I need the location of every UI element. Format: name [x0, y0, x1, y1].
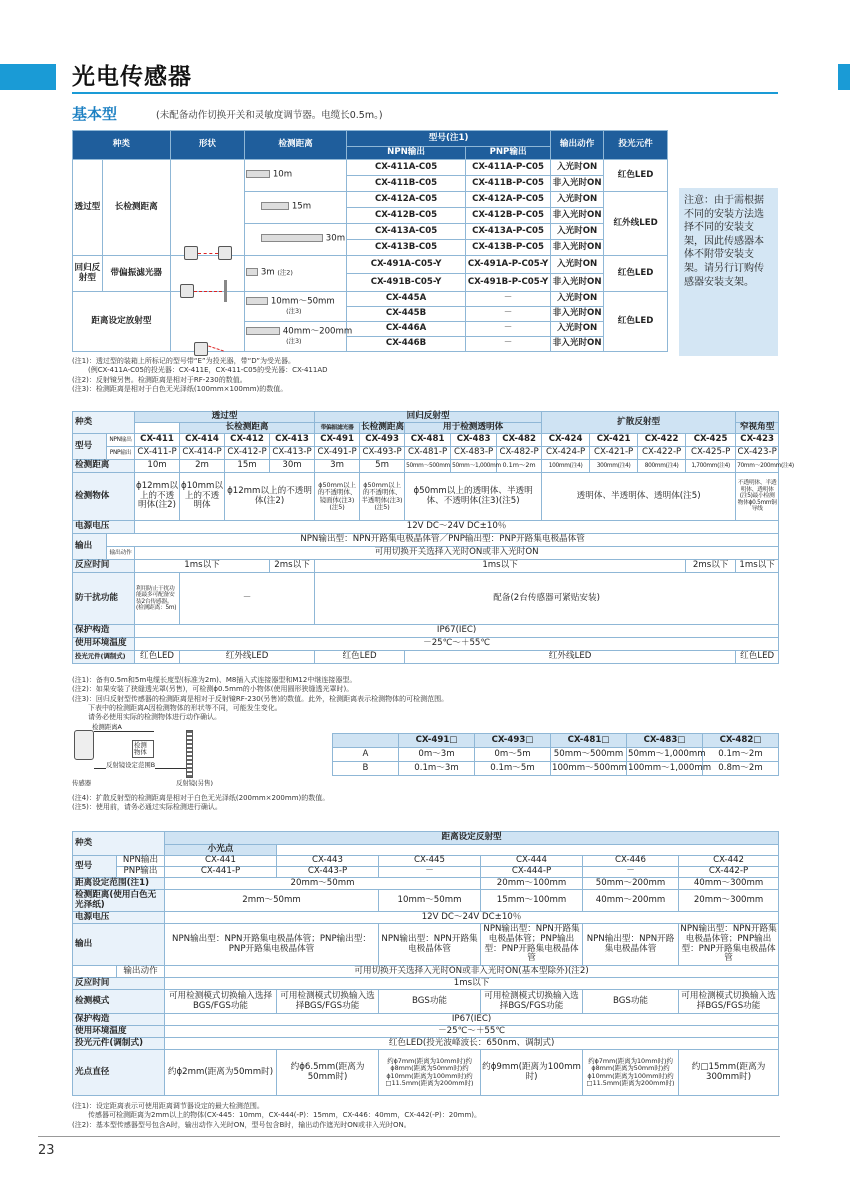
t1-npn-cell: CX-491A-C05-Y — [347, 256, 466, 274]
t2-npn-model: CX-421 — [590, 434, 638, 447]
t4-temp-label: 使用环境温度 — [73, 1026, 165, 1038]
spec-table-1 — [72, 411, 794, 664]
t4-npn-model: CX-443 — [277, 856, 379, 867]
t1-pnp-cell: CX-411A-P-C05 — [466, 160, 551, 176]
t4-mode: BGS功能 — [379, 990, 481, 1014]
t1-col-act: 输出动作 — [551, 131, 604, 160]
t1-light-red: 红色LED — [604, 292, 668, 352]
t2-anti: － — [180, 573, 315, 625]
t2-dist-label: 检测距离 — [73, 460, 135, 473]
t4-npn-model: CX-444 — [481, 856, 583, 867]
t2-npn-model: CX-482 — [497, 434, 542, 447]
t4-mode: 可用检测模式切换输入选择BGS/FGS功能 — [165, 990, 277, 1014]
t1-npn-cell: CX-446B — [347, 337, 466, 352]
t3-cell: 100mm～500mm — [551, 762, 627, 776]
t2-group-long: 长检测距离 — [180, 423, 315, 434]
t2-prot-label: 保护构造 — [73, 625, 135, 638]
t2-npn-model: CX-412 — [225, 434, 270, 447]
t2-pnp-model: CX-481-P — [405, 447, 451, 460]
t4-spot: 约ϕ2mm(距离为50mm时) — [165, 1050, 277, 1096]
t4-emit-label: 投光元件(调制式) — [73, 1038, 165, 1050]
t3-notes: (注4)：扩散反射型的检测距离是相对于白色无光泽纸(200mm×200mm)的数值。 (注5)：使用前，请务必通过实际检测进行确认。 — [72, 794, 330, 812]
t1-col-pnp: PNP输出 — [466, 147, 551, 160]
t4-range: 20mm～100mm — [481, 878, 583, 890]
t1-pnp-cell: CX-413A-P-C05 — [466, 224, 551, 240]
t1-dist-10m: 10m — [245, 160, 347, 192]
t4-type-label: 种类 — [73, 832, 165, 856]
mount-bracket-note: 注意：由于需根据不同的安装方法选择不同的安装支架，因此传感器本体不附带安装支架。请另行订购传感器安装支架。 — [679, 188, 778, 356]
t2-volt-label: 电源电压 — [73, 521, 135, 534]
t4-spot-label: 光点直径 — [73, 1050, 165, 1096]
t1-act-cell: 非入光时ON — [551, 307, 604, 322]
t4-group-small: 小光点 — [165, 845, 277, 856]
t2-dist: 50mm～500mm — [405, 460, 451, 473]
t4-npn-model: CX-442 — [679, 856, 779, 867]
t2-pnp-model: CX-423-P — [736, 447, 779, 460]
t2-group-longd: 长检测距离 — [361, 422, 405, 433]
sensor-shape — [74, 730, 94, 760]
retro-range-diagram — [72, 722, 320, 792]
t3-cell: 0m～3m — [399, 748, 475, 762]
t2-npn-model: CX-423 — [736, 434, 779, 447]
t2-model-label: 型号 — [73, 434, 107, 460]
t2-dist: 30m — [270, 460, 315, 473]
t1-shape-thru — [170, 160, 244, 256]
t2-npn-model: CX-493 — [360, 434, 405, 447]
edge-tab-marker — [838, 64, 850, 90]
t4-blank — [277, 845, 779, 856]
t4-det: 10mm～50mm — [379, 890, 481, 912]
t2-group-trans: 用于检测透明体 — [405, 423, 542, 434]
t2-anti: 配备(2台传感器可紧贴安装) — [315, 573, 779, 625]
t2-emit: 红色LED — [135, 651, 180, 664]
t4-range: 50mm～200mm — [583, 878, 679, 890]
t2-resp: 2ms以下 — [686, 560, 736, 573]
t1-pnp-cell: － — [466, 322, 551, 337]
t2-dist: 3m — [315, 460, 360, 473]
diag-a-line — [94, 731, 154, 732]
page-title: 光电传感器 — [72, 64, 192, 90]
t1-dist-b: 40mm～200mm (注3) — [245, 322, 347, 352]
t2-npn-model: CX-411 — [135, 434, 180, 447]
t4-spot: 约ϕ6.5mm(距离为50mm时) — [277, 1050, 379, 1096]
t4-spot: 约□15mm(距离为300mm时) — [679, 1050, 779, 1096]
t2-dist: 10m — [135, 460, 180, 473]
t1-pnp-cell: CX-411B-P-C05 — [466, 176, 551, 192]
t2-emit: 红外线LED — [180, 651, 315, 664]
t2-obj: ϕ50mm以上的不透明体、镜面体(注3)(注5) — [315, 473, 360, 521]
t1-group-pol: 带偏振滤光器 — [102, 256, 170, 292]
t2-dist: 300mm(注4) — [590, 460, 638, 473]
t4-act-label: 输出动作 — [117, 966, 165, 978]
t2-group-diff: 扩散反射型 — [542, 412, 736, 434]
retro-range-table — [332, 733, 779, 776]
t2-pnp-model: CX-413-P — [270, 447, 315, 460]
t4-out: NPN输出型：NPN开路集电极晶体管 — [583, 924, 679, 966]
t4-resp-label: 反应时间 — [73, 978, 165, 990]
t2-outact-label: 输出动作 — [107, 547, 135, 560]
t1-act-cell: 入光时ON — [551, 322, 604, 337]
t2-group-narrow: 窄视角型 — [736, 423, 779, 434]
t2-notes: (注1)：备有0.5m和5m电缆长度型(标准为2m)、M8插入式连接器型和M12中继连接器型。 (注2)：如果安装了狭缝透光罩(另售)，可检测ϕ0.5mm的小物体(使用圆形狭缝透光罩时)。 (注3)：回归反射型传感器的检测距离是相对于反射镜RF-230(另售)的数值。此外，检测距离表示检测物体的可检测范围。 下表中的检测距离A因检测物体的形状等不同，可能发生变化。 请务必使用实际的检测物体进行动作确认。 — [72, 676, 449, 722]
t1-pnp-cell: CX-413B-P-C05 — [466, 240, 551, 256]
t4-out: NPN输出型：NPN开路集电极晶体管 — [379, 924, 481, 966]
t4-pnp-model: CX-441-P — [165, 867, 277, 878]
t4-npn-model: CX-441 — [165, 856, 277, 867]
basic-model-table — [72, 130, 668, 352]
t4-mode-label: 检测模式 — [73, 990, 165, 1014]
t4-resp: 1ms以下 — [165, 978, 779, 990]
t4-prot: IP67(IEC) — [165, 1014, 779, 1026]
t4-det-label: 检测距离(使用白色无光泽纸) — [73, 890, 165, 912]
t1-col-light: 投光元件 — [604, 131, 668, 160]
t1-act-cell: 入光时ON — [551, 292, 604, 307]
t3-cell: 50mm～1,000mm — [627, 748, 703, 762]
t2-obj: ϕ12mm以上的不透明体(注2) — [135, 473, 180, 521]
t2-pnp-model: CX-493-P — [360, 447, 405, 460]
t4-mode: BGS功能 — [583, 990, 679, 1014]
t1-npn-cell: CX-412A-C05 — [347, 192, 466, 208]
t2-temp-label: 使用环境温度 — [73, 638, 135, 651]
t2-npn-model: CX-425 — [686, 434, 736, 447]
t3-row-key: A — [333, 748, 399, 762]
t1-group-diff: 距离设定放射型 — [73, 292, 171, 352]
t2-pnp-model: CX-421-P — [590, 447, 638, 460]
t1-act-cell: 非入光时ON — [551, 176, 604, 192]
t1-notes: (注1)：透过型的装箱上所标记的型号带“E”为投光器，带“D”为受光器。 (例CX-411A-C05的投光器：CX-411E，CX-411-C05的受光器：CX-411AD (注2)：反射镜另售。检测距离是相对于RF-230的数值。 (注3)：检测距离是相对于白色无光泽纸(100mm×100mm)的数值。 — [72, 357, 328, 393]
t3-cell: 0m～5m — [475, 748, 551, 762]
t3-cell: 100mm～1,000mm — [627, 762, 703, 776]
t2-npn-model: CX-424 — [542, 434, 590, 447]
t4-spot: 约ϕ9mm(距离为100mm时) — [481, 1050, 583, 1096]
page-number: 23 — [38, 1143, 55, 1158]
t4-range: 40mm～300mm — [679, 878, 779, 890]
t1-npn-cell: CX-413B-C05 — [347, 240, 466, 256]
t1-npn-cell: CX-445B — [347, 307, 466, 322]
t3-cell: 0.1m～5m — [475, 762, 551, 776]
t1-npn-cell: CX-411A-C05 — [347, 160, 466, 176]
t4-range: 20mm～50mm — [165, 878, 481, 890]
t2-blank — [135, 423, 180, 434]
t2-obj-label: 检测物体 — [73, 473, 135, 521]
t2-obj: ϕ50mm以上的不透明体、半透明体(注3)(注5) — [360, 473, 405, 521]
t2-temp: －25℃～＋55℃ — [135, 638, 779, 651]
t3-model: CX-483□ — [627, 734, 703, 748]
t4-model-label: 型号 — [73, 856, 117, 878]
t1-pnp-cell: CX-491B-P-C05-Y — [466, 274, 551, 292]
t1-pnp-cell: － — [466, 292, 551, 307]
t1-col-type: 种类 — [73, 131, 171, 160]
t1-act-cell: 入光时ON — [551, 224, 604, 240]
t1-col-model: 型号(注1) — [347, 131, 551, 147]
t2-dist: 50mm～1,000mm — [451, 460, 497, 473]
t2-dist: 15m — [225, 460, 270, 473]
t2-pnp-label: PNP输出 — [107, 447, 135, 460]
t3-model: CX-482□ — [703, 734, 779, 748]
t2-npn-model: CX-414 — [180, 434, 225, 447]
t1-pnp-cell: CX-491A-P-C05-Y — [466, 256, 551, 274]
t2-emit: 红外线LED — [405, 651, 736, 664]
t1-act-cell: 入光时ON — [551, 192, 604, 208]
t1-group-thru: 透过型 — [73, 160, 103, 256]
t4-pnp-model: CX-444-P — [481, 867, 583, 878]
t3-row-key: B — [333, 762, 399, 776]
t2-emit: 红色LED — [315, 651, 405, 664]
t4-emit: 红色LED(投光波峰波长：650nm、调制式) — [165, 1038, 779, 1050]
t2-dist: 1,700mm(注4) — [686, 460, 736, 473]
t2-dist: 100mm(注4) — [542, 460, 590, 473]
t1-group-retro: 回归反射型 — [73, 256, 103, 292]
t4-spot: 约ϕ7mm(距离为10mm时)约ϕ8mm(距离为50mm时)约ϕ10mm(距离为100mm时)约□11.5mm(距离为200mm时) — [583, 1050, 679, 1096]
t4-out: NPN输出型：NPN开路集电极晶体管；PNP输出型：PNP开路集电极晶体管 — [165, 924, 379, 966]
footer-rule — [38, 1136, 780, 1137]
t4-npn-label: NPN输出 — [117, 856, 165, 867]
t2-group-pol: 带偏振滤光器 — [315, 423, 360, 434]
t3-cell: 0.8m～2m — [703, 762, 779, 776]
spec-table-2 — [72, 831, 779, 1096]
section-title: 基本型 — [72, 105, 118, 123]
title-rule — [72, 92, 778, 94]
t2-resp: 1ms以下 — [736, 560, 779, 573]
t1-act-cell: 非入光时ON — [551, 337, 604, 352]
t1-act-cell: 非入光时ON — [551, 274, 604, 292]
t2-type-label: 种类 — [73, 412, 135, 434]
t2-pnp-model: CX-412-P — [225, 447, 270, 460]
t2-dist: 70mm～200mm(注4) — [736, 460, 779, 473]
t2-dist: 0.1m～2m — [497, 460, 542, 473]
t4-blank — [73, 966, 117, 978]
t3-model: CX-491□ — [399, 734, 475, 748]
t1-npn-cell: CX-412B-C05 — [347, 208, 466, 224]
t4-mode: 可用检测模式切换输入选择BGS/FGS功能 — [277, 990, 379, 1014]
t4-npn-model: CX-446 — [583, 856, 679, 867]
t2-pnp-model: CX-482-P — [497, 447, 542, 460]
t2-out-label: 输出 — [73, 534, 107, 560]
t3-cell: 0.1m～3m — [399, 762, 475, 776]
t1-group-long: 长检测距离 — [102, 160, 170, 256]
t1-npn-cell: CX-411B-C05 — [347, 176, 466, 192]
t2-obj: 透明体、半透明体、透明体(注5) — [542, 473, 736, 521]
diag-refl: 反射镜(另售) — [176, 779, 213, 787]
t2-resp: 2ms以下 — [270, 560, 315, 573]
t2-pnp-model: CX-414-P — [180, 447, 225, 460]
t1-dist-a: 10mm～50mm (注3) — [245, 292, 347, 322]
t1-npn-cell: CX-491B-C05-Y — [347, 274, 466, 292]
t2-anti-label: 防干扰功能 — [73, 573, 135, 625]
t1-act-cell: 入光时ON — [551, 256, 604, 274]
t4-volt: 12V DC～24V DC±10％ — [165, 912, 779, 924]
t4-temp: －25℃～＋55℃ — [165, 1026, 779, 1038]
t2-npn-model: CX-483 — [451, 434, 497, 447]
t1-pnp-cell: CX-412B-P-C05 — [466, 208, 551, 224]
t1-shape-diff — [170, 292, 244, 352]
t1-npn-cell: CX-413A-C05 — [347, 224, 466, 240]
t4-group-dist: 距离设定反射型 — [165, 832, 779, 845]
t4-act: 可用切换开关选择入光时ON或非入光时ON(基本型除外)(注2) — [165, 966, 779, 978]
t4-pnp-model: CX-443-P — [277, 867, 379, 878]
t2-npn-model: CX-422 — [638, 434, 686, 447]
t2-out: NPN输出型：NPN开路集电极晶体管／PNP输出型：PNP开路集电极晶体管 — [107, 534, 779, 547]
t2-group-blank — [736, 412, 779, 423]
t4-out: NPN输出型：NPN开路集电极晶体管；PNP输出型：PNP开路集电极晶体管 — [481, 924, 583, 966]
t2-resp-label: 反应时间 — [73, 560, 135, 573]
t4-pnp-model: － — [583, 867, 679, 878]
reflector-shape — [186, 730, 193, 778]
t2-dist: 5m — [360, 460, 405, 473]
t2-pnp-model: CX-422-P — [638, 447, 686, 460]
t3-cell: 50mm～500mm — [551, 748, 627, 762]
t2-resp: 1ms以下 — [315, 560, 686, 573]
t1-dist-30m: 30m — [245, 224, 347, 256]
t3-cell: 0.1m～2m — [703, 748, 779, 762]
t2-prot: IP67(IEC) — [135, 625, 779, 638]
t2-obj: ϕ10mm以上的不透明体 — [180, 473, 225, 521]
t2-pnp-model: CX-424-P — [542, 447, 590, 460]
section-tab-marker — [0, 64, 56, 90]
section-note: (未配备动作切换开关和灵敏度调节器。电缆长0.5m。) — [156, 110, 383, 121]
diag-sensor: 传感器 — [72, 779, 92, 787]
t1-dist-3m: 3m (注2) — [245, 256, 347, 292]
t1-pnp-cell: － — [466, 337, 551, 352]
diag-obj: 检测物体 — [132, 740, 154, 758]
t1-dist-15m: 15m — [245, 192, 347, 224]
t2-npn-model: CX-413 — [270, 434, 315, 447]
t3-model: CX-493□ — [475, 734, 551, 748]
t2-resp: 1ms以下 — [135, 560, 270, 573]
diag-b-label: 反射镜设定范围B — [106, 761, 156, 769]
t4-det: 40mm～200mm — [583, 890, 679, 912]
t1-col-shape: 形状 — [170, 131, 244, 160]
t4-det: 20mm～300mm — [679, 890, 779, 912]
t1-act-cell: 非入光时ON — [551, 240, 604, 256]
t2-dist: 2m — [180, 460, 225, 473]
t4-notes: (注1)：设定距离表示可使用距离调节器设定的最大检测范围。 传感器可检测距离为2mm以上的物体(CX-445：10mm，CX-444(-P)：15mm，CX-446：40mm，CX-442(-P)：20mm)。 (注2)：基本型传感器型号包含A时，输出动作入光时ON，型号包含B时，输出动作遮光时ON或非入光时ON。 — [72, 1102, 482, 1129]
t4-det: 2mm～50mm — [165, 890, 379, 912]
t1-light-red: 红色LED — [604, 256, 668, 292]
t1-light-ir: 红外线LED — [604, 192, 668, 256]
t2-pnp-model: CX-411-P — [135, 447, 180, 460]
t4-range-label: 距离设定范围(注1) — [73, 878, 165, 890]
t2-pnp-model: CX-491-P — [315, 447, 360, 460]
t2-pnp-model: CX-425-P — [686, 447, 736, 460]
t2-emit: 红色LED — [736, 651, 779, 664]
t1-act-cell: 非入光时ON — [551, 208, 604, 224]
t2-anti: 利用防止干扰功能最多可配备安装2台传感器。(检测距离：5m) — [135, 573, 180, 625]
t4-out-label: 输出 — [73, 924, 165, 966]
t1-pnp-cell: CX-412A-P-C05 — [466, 192, 551, 208]
t2-npn-label: NPN输出 — [107, 434, 135, 447]
t2-group-retro: 回归反射型 — [315, 412, 542, 423]
t2-obj: 不透明体、半透明体、透明体(注5)最小检测物体ϕ0.5mm铜导线 — [736, 473, 779, 521]
t1-pnp-cell: － — [466, 307, 551, 322]
t2-obj: ϕ50mm以上的透明体、半透明体、不透明体(注3)(注5) — [405, 473, 542, 521]
t2-dist: 800mm(注4) — [638, 460, 686, 473]
t4-npn-model: CX-445 — [379, 856, 481, 867]
t2-pnp-model: CX-483-P — [451, 447, 497, 460]
t4-spot: 约ϕ7mm(距离为10mm时)约ϕ8mm(距离为50mm时)约ϕ10mm(距离为100mm时)约□11.5mm(距离为200mm时) — [379, 1050, 481, 1096]
t2-obj: ϕ12mm以上的不透明体(注2) — [225, 473, 315, 521]
t2-group-thru: 透过型 — [135, 412, 315, 423]
t4-out: NPN输出型：NPN开路集电极晶体管；PNP输出型：PNP开路集电极晶体管 — [679, 924, 779, 966]
t1-shape-retro — [170, 256, 244, 292]
t2-emit-label: 投光元件(调制式) — [73, 651, 135, 664]
t1-act-cell: 入光时ON — [551, 160, 604, 176]
t4-pnp-model: CX-442-P — [679, 867, 779, 878]
t3-corner — [333, 734, 399, 748]
t4-pnp-label: PNP输出 — [117, 867, 165, 878]
t4-det: 15mm～100mm — [481, 890, 583, 912]
t4-volt-label: 电源电压 — [73, 912, 165, 924]
t2-outact: 可用切换开关选择入光时ON或非入光时ON — [135, 547, 779, 560]
t1-npn-cell: CX-445A — [347, 292, 466, 307]
t3-model: CX-481□ — [551, 734, 627, 748]
t1-col-npn: NPN输出 — [347, 147, 466, 160]
t4-mode: 可用检测模式切换输入选择BGS/FGS功能 — [679, 990, 779, 1014]
t1-col-dist: 检测距离 — [245, 131, 347, 160]
t1-light-red: 红色LED — [604, 160, 668, 192]
t2-npn-model: CX-481 — [405, 434, 451, 447]
t2-volt: 12V DC～24V DC±10％ — [135, 521, 779, 534]
diag-a-label: 检测距离A — [92, 723, 122, 731]
t1-npn-cell: CX-446A — [347, 322, 466, 337]
t2-npn-model: CX-491 — [315, 434, 360, 447]
t4-prot-label: 保护构造 — [73, 1014, 165, 1026]
t4-pnp-model: － — [379, 867, 481, 878]
t4-mode: 可用检测模式切换输入选择BGS/FGS功能 — [481, 990, 583, 1014]
